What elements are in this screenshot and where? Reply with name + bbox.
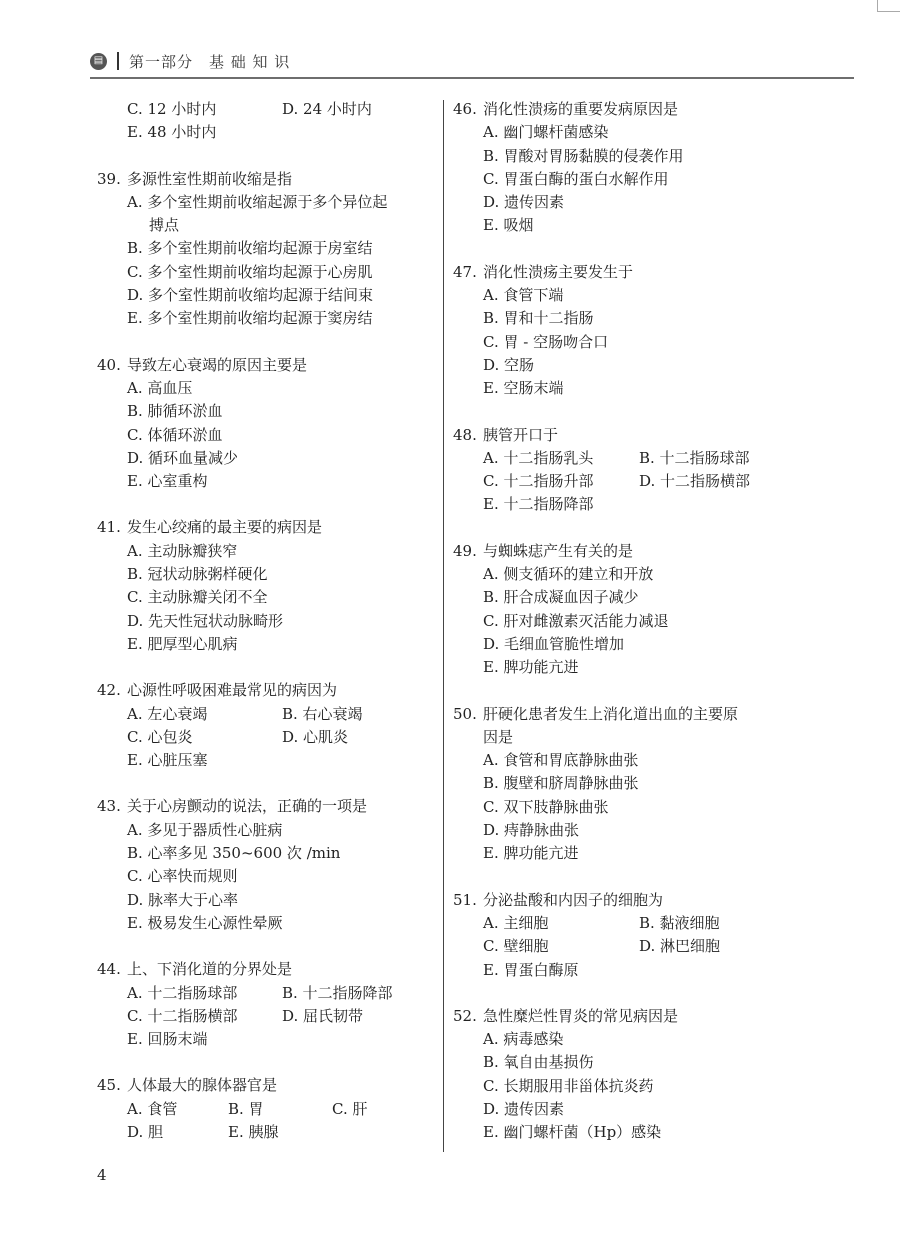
- option-c: C. 长期服用非甾体抗炎药: [483, 1076, 654, 1095]
- question-number: 39.: [97, 169, 121, 188]
- option-d: D. 毛细血管脆性增加: [483, 634, 625, 653]
- option-b: B. 右心衰竭: [282, 704, 363, 723]
- option-e: E. 心脏压塞: [127, 751, 208, 770]
- section-title: 第一部分 基 础 知 识: [129, 52, 291, 71]
- option-d: D. 淋巴细胞: [639, 937, 721, 956]
- question-text: 多源性室性期前收缩是指: [127, 169, 293, 188]
- option-e: E. 肥厚型心肌病: [127, 634, 238, 653]
- option-c: C. 双下肢静脉曲张: [483, 797, 609, 816]
- question-number: 50.: [453, 704, 477, 723]
- option-a: A. 幽门螺杆菌感染: [483, 123, 609, 142]
- option-b: B. 胃酸对胃肠黏膜的侵袭作用: [483, 146, 684, 165]
- question-42: [97, 679, 437, 772]
- column-divider: [443, 100, 444, 1152]
- question-text: 心源性呼吸困难最常见的病因为: [127, 681, 338, 700]
- option-e: E. 回肠末端: [127, 1030, 208, 1049]
- option-row: [97, 98, 437, 121]
- question-40: [97, 354, 437, 494]
- option-e: E. 幽门螺杆菌（Hp）感染: [483, 1123, 662, 1142]
- option-a: A. 左心衰竭: [127, 704, 208, 723]
- option-b: B. 十二指肠降部: [282, 983, 393, 1002]
- option-b: B. 氧自由基损伤: [483, 1053, 594, 1072]
- question-number: 43.: [97, 797, 121, 816]
- option-a: A. 多个室性期前收缩起源于多个异位起: [127, 192, 388, 211]
- question-stem: [453, 703, 853, 726]
- option-d: D. 多个室性期前收缩均起源于结间束: [127, 286, 374, 305]
- option-c: C. 十二指肠横部: [127, 1006, 238, 1025]
- option-a: A. 食管下端: [483, 286, 564, 305]
- option-d: D. 痔静脉曲张: [483, 821, 580, 840]
- option-e: E. 胰腺: [228, 1122, 279, 1141]
- question-stem: [453, 540, 853, 563]
- option-row: [97, 1005, 437, 1028]
- option-c: C. 心包炎: [127, 727, 193, 746]
- option-c: C. 体循环淤血: [127, 425, 223, 444]
- option-e: E. 极易发生心源性晕厥: [127, 913, 283, 932]
- option-a: A. 十二指肠球部: [127, 983, 238, 1002]
- question-text: 分泌盐酸和内因子的细胞为: [483, 890, 664, 909]
- question-52: [453, 1005, 853, 1145]
- option-row: [453, 447, 853, 470]
- option-a: A. 高血压: [127, 378, 193, 397]
- option-a-continued: 搏点: [149, 216, 180, 235]
- question-stem: [453, 98, 853, 121]
- question-text: 消化性溃疡主要发生于: [483, 262, 634, 281]
- option-d: D. 十二指肠横部: [639, 472, 751, 491]
- question-38-tail: [97, 98, 437, 145]
- header-separator: [117, 52, 119, 70]
- option-e: E. 空肠末端: [483, 379, 564, 398]
- option-e: E. 脾功能亢进: [483, 844, 579, 863]
- question-number: 47.: [453, 262, 477, 281]
- question-stem: [453, 261, 853, 284]
- question-49: [453, 540, 853, 680]
- option-row: [97, 982, 437, 1005]
- option-b: B. 腹壁和脐周静脉曲张: [483, 774, 639, 793]
- question-number: 41.: [97, 518, 121, 537]
- option-e: E. 多个室性期前收缩均起源于窦房结: [127, 309, 373, 328]
- question-number: 52.: [453, 1006, 477, 1025]
- question-text: 消化性溃疡的重要发病原因是: [483, 100, 679, 118]
- question-43: [97, 795, 437, 935]
- question-text: 发生心绞痛的最主要的病因是: [127, 518, 323, 537]
- question-41: [97, 516, 437, 656]
- option-d: D. 屈氏韧带: [282, 1006, 364, 1025]
- option-c: C. 胃蛋白酶的蛋白水解作用: [483, 169, 669, 188]
- book-icon: [90, 53, 107, 70]
- question-text: 肝硬化患者发生上消化道出血的主要原: [483, 704, 739, 723]
- question-text-continued: 因是: [483, 727, 514, 746]
- option-e: E. 胃蛋白酶原: [483, 960, 579, 979]
- question-number: 51.: [453, 890, 477, 909]
- question-stem: [453, 889, 853, 912]
- option-d: D. 遗传因素: [483, 193, 565, 212]
- option-b: B. 心率多见 350~600 次 /min: [127, 844, 341, 863]
- question-stem: [97, 958, 437, 981]
- question-number: 45.: [97, 1076, 121, 1095]
- option-c: C. 心率快而规则: [127, 867, 238, 886]
- question-text: 胰管开口于: [483, 425, 559, 444]
- crop-mark: [877, 0, 900, 12]
- right-column: [453, 98, 853, 1145]
- question-text: 关于心房颤动的说法，正确的一项是: [127, 797, 368, 816]
- question-text: 人体最大的腺体器官是: [127, 1076, 278, 1095]
- option-a: A. 食管: [127, 1099, 178, 1118]
- option-c: C. 主动脉瓣关闭不全: [127, 588, 268, 607]
- option-b: B. 肝合成凝血因子减少: [483, 588, 639, 607]
- option-b: B. 胃: [228, 1099, 264, 1118]
- option-c: C. 壁细胞: [483, 937, 549, 956]
- option-c: C. 胃 - 空肠吻合口: [483, 332, 609, 351]
- option-a: A. 病毒感染: [483, 1030, 564, 1049]
- option-c: C. 多个室性期前收缩均起源于心房肌: [127, 262, 373, 281]
- running-header: [90, 48, 290, 74]
- header-rule: [90, 77, 854, 79]
- option-c: C. 肝: [332, 1099, 368, 1118]
- question-text: 与蜘蛛痣产生有关的是: [483, 541, 634, 560]
- option-b: B. 冠状动脉粥样硬化: [127, 565, 268, 584]
- page-number: 4: [97, 1166, 107, 1184]
- question-number: 44.: [97, 960, 121, 979]
- question-stem: [97, 679, 437, 702]
- question-number: 46.: [453, 100, 477, 118]
- option-c: C. 肝对雌激素灭活能力减退: [483, 611, 669, 630]
- option-e: E. 十二指肠降部: [483, 495, 594, 514]
- question-stem: [97, 516, 437, 539]
- option-d: D. 心肌炎: [282, 727, 349, 746]
- option-b: B. 十二指肠球部: [639, 448, 750, 467]
- option-a: A. 多见于器质性心脏病: [127, 820, 283, 839]
- option-row: [453, 935, 853, 958]
- question-stem: [453, 1005, 853, 1028]
- question-46: [453, 98, 853, 238]
- question-stem: [97, 795, 437, 818]
- option-e: E. 心室重构: [127, 472, 208, 491]
- question-51: [453, 889, 853, 982]
- option-d: D. 循环血量减少: [127, 448, 239, 467]
- option-b: B. 胃和十二指肠: [483, 309, 594, 328]
- option-d: D. 脉率大于心率: [127, 890, 239, 909]
- question-stem: [97, 168, 437, 191]
- option-a: A. 食管和胃底静脉曲张: [483, 751, 639, 770]
- question-number: 42.: [97, 681, 121, 700]
- option-b: B. 多个室性期前收缩均起源于房室结: [127, 239, 373, 258]
- option-row: [97, 726, 437, 749]
- question-stem: [97, 354, 437, 377]
- option-row: [453, 470, 853, 493]
- option-d: D. 胆: [127, 1122, 164, 1141]
- option-row: [453, 912, 853, 935]
- question-text: 导致左心衰竭的原因主要是: [127, 355, 308, 374]
- question-text: 急性糜烂性胃炎的常见病因是: [483, 1006, 679, 1025]
- option-e: E. 吸烟: [483, 216, 534, 235]
- question-50: [453, 703, 853, 866]
- question-stem: [453, 424, 853, 447]
- option-e: E. 48 小时内: [127, 123, 217, 142]
- question-number: 49.: [453, 541, 477, 560]
- option-c: C. 十二指肠升部: [483, 472, 594, 491]
- question-text: 上、下消化道的分界处是: [127, 960, 293, 979]
- option-b: B. 肺循环淤血: [127, 402, 223, 421]
- question-number: 40.: [97, 355, 121, 374]
- question-47: [453, 261, 853, 401]
- question-number: 48.: [453, 425, 477, 444]
- option-e: E. 脾功能亢进: [483, 658, 579, 677]
- option-row: [97, 1098, 437, 1121]
- question-48: [453, 424, 853, 517]
- option-a: A. 主动脉瓣狭窄: [127, 541, 238, 560]
- question-stem: [97, 1074, 437, 1097]
- question-44: [97, 958, 437, 1051]
- left-column: [97, 98, 437, 1144]
- question-45: [97, 1074, 437, 1144]
- option-row: [97, 1121, 437, 1144]
- question-39: [97, 168, 437, 331]
- option-a: A. 十二指肠乳头: [483, 448, 594, 467]
- option-row: [97, 703, 437, 726]
- option-a: A. 侧支循环的建立和开放: [483, 565, 654, 584]
- option-b: B. 黏液细胞: [639, 913, 720, 932]
- option-c: C. 12 小时内: [127, 100, 217, 118]
- book-icon-glyph: ▤: [93, 55, 104, 66]
- option-d: D. 空肠: [483, 355, 535, 374]
- option-d: D. 24 小时内: [282, 100, 372, 118]
- option-d: D. 先天性冠状动脉畸形: [127, 611, 284, 630]
- option-a: A. 主细胞: [483, 913, 549, 932]
- option-d: D. 遗传因素: [483, 1099, 565, 1118]
